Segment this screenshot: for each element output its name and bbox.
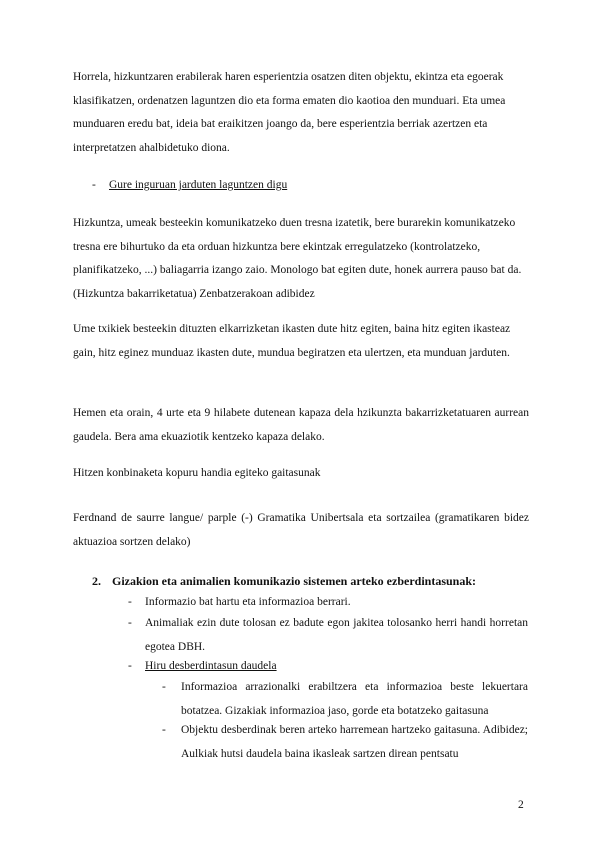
bullet-dash: - [128, 596, 132, 608]
paragraph-1: Horrela, hizkuntzaren erabilerak haren esperientzia osatzen diten objektu, ekintza eta egoerak klasifikatzen, ordenatzen laguntzen dio eta forma ematen dio kaotioa den munduari. Eta umea munduaren eredu bat, ideia bat eraikitzen joango da, bere esperientzia berriak azertzen eta interpretatzen ahalbidetuko diona. [73, 71, 506, 154]
bullet-dash: - [92, 179, 96, 191]
bullet-dash: - [162, 681, 166, 693]
paragraph-4: Hemen eta orain, 4 urte eta 9 hilabete dutenean kapaza dela hzikunzta bakarrizketatuaren aurrean gaudela. Bera ama ekuaziotik kentzeko kapaza delako. [73, 407, 529, 443]
bullet-dash: - [162, 724, 166, 736]
paragraph-6: Ferdnand de saurre langue/ parple (-) Gramatika Unibertsala eta sortzailea (gramatikaren bidez aktuazioa sortzen delako) [73, 512, 529, 548]
bullet-text-1: Gure inguruan jarduten laguntzen digu [109, 179, 288, 191]
section-subitem-text-2: Objektu desberdinak beren arteko harremean hartzeko gaitasuna. Adibidez; Aulkiak hutsi daudela baina ikasleak sartzen direan pentsatu [181, 724, 528, 760]
bullet-dash: - [128, 617, 132, 629]
paragraph-5: Hitzen konbinaketa kopuru handia egiteko gaitasunak [73, 467, 321, 479]
section-item-text-2: Animaliak ezin dute tolosan ez badute egon jakitea tolosanko herri handi horretan egotea DBH. [145, 617, 528, 653]
section-item-text-1: Informazio bat hartu eta informazioa berrari. [145, 596, 351, 608]
bullet-dash: - [128, 660, 132, 672]
page-number: 2 [518, 799, 524, 811]
section-title: Gizakion eta animalien komunikazio sistemen arteko ezberdintasunak: [112, 574, 477, 588]
section-subitem-text-1: Informazioa arrazionalki erabiltzera eta informazioa beste lekuertara botatzea. Gizakiak informazioa jaso, gorde eta botatzeko gaitasuna [181, 681, 528, 717]
paragraph-2: Hizkuntza, umeak besteekin komunikatzeko duen tresna izatetik, bere burarekin komunikatzeko tresna ere bihurtuko da eta orduan hizkuntza bere ekintzak erregulatzeko (kontrolatzeko, planifikatzeko, ...) baliagarria izango zaio. Monologo bat egiten dute, honek aurrera pauso bat da. (Hizkuntza bakarriketatua) Zenbatzerakoan adibidez [73, 217, 522, 300]
paragraph-3: Ume txikiek besteekin dituzten elkarrizketan ikasten dute hitz egiten, baina hitz egiten ikasteaz gain, hitz eginez munduaz ikasten dute, mundua begiratzen eta ulertzen, eta munduan jarduten. [73, 323, 511, 359]
section-item-text-3: Hiru desberdintasun daudela [145, 660, 277, 672]
section-number: 2. [92, 574, 101, 588]
section-heading [92, 570, 552, 593]
